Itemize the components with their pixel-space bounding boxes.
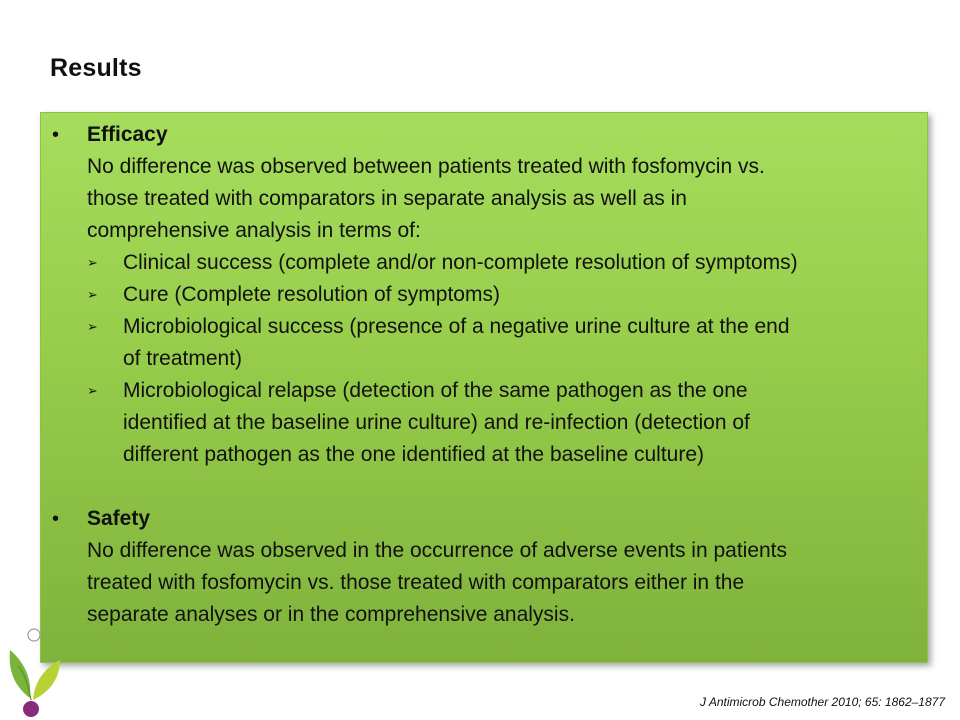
sub-item-line: Clinical success (complete and/or non-complete resolution of symptoms) [123,251,798,274]
slide-title: Results [50,54,142,82]
paragraph-line: comprehensive analysis in terms of: [87,219,421,242]
leaf-logo-icon [0,628,70,720]
paragraph-line: No difference was observed in the occurrence of adverse events in patients [87,539,788,562]
sub-item-line: different pathogen as the one identified at the baseline culture) [123,443,705,466]
sub-item-line: of treatment) [123,347,243,370]
paragraph-line: separate analyses or in the comprehensive analysis. [87,603,575,626]
sub-item-line: identified at the baseline urine culture) and re-infection (detection of [123,411,750,434]
safety-heading: Safety [87,507,151,530]
efficacy-heading-row [41,119,927,151]
efficacy-heading: Efficacy [87,123,168,146]
paragraph-line: those treated with comparators in separate analysis as well as in [87,187,687,210]
efficacy-bullet: • [52,124,60,146]
citation: J Antimicrob Chemother 2010; 65: 1862–1877 [699,695,945,709]
sub-item-line: Microbiological relapse (detection of the same pathogen as the one [123,379,748,402]
arrow-bullet-icon: ➢ [87,383,98,398]
results-panel [40,112,928,663]
safety-heading-row [41,503,927,535]
efficacy-paragraph [87,151,922,247]
safety-paragraph [87,535,922,631]
arrow-bullet-icon: ➢ [87,255,98,270]
sub-item-line: Microbiological success (presence of a negative urine culture at the end [123,315,790,338]
paragraph-line: No difference was observed between patients treated with fosfomycin vs. [87,155,765,178]
safety-bullet: • [52,508,60,530]
paragraph-line: treated with fosfomycin vs. those treated with comparators either in the [87,571,745,594]
arrow-bullet-icon: ➢ [87,287,98,302]
arrow-bullet-icon: ➢ [87,319,98,334]
sub-item-line: Cure (Complete resolution of symptoms) [123,283,500,306]
